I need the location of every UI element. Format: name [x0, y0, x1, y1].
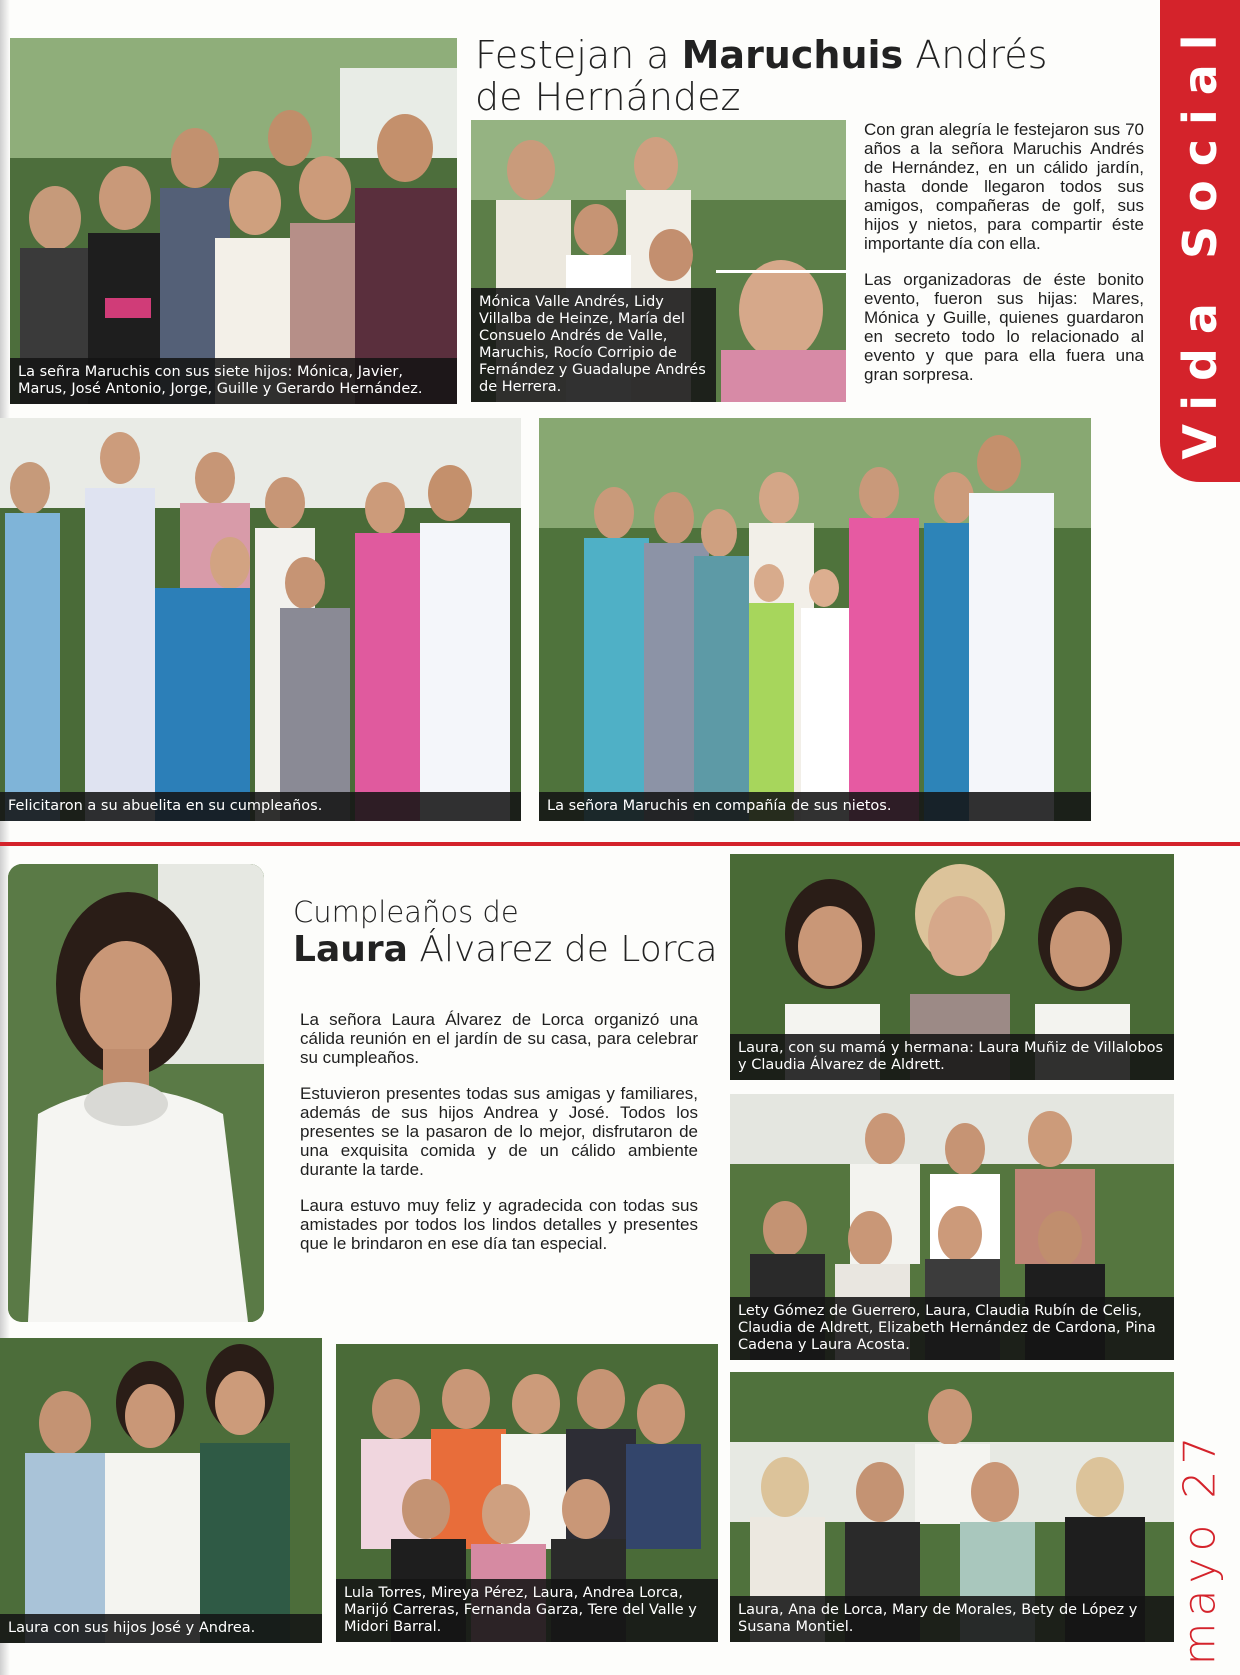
photo-laura-children: [0, 1338, 322, 1643]
photo-family-group-scene: [10, 38, 457, 404]
article2-title: [293, 895, 718, 971]
article1-title-pre: Festejan a: [475, 33, 682, 77]
article1-body: [864, 120, 1144, 401]
article2-paragraph-3: Laura estuvo muy feliz y agradecida con todas sus amistades por todos los lindos detalles y presentes que le brindaron en ese día tan especial.: [300, 1196, 698, 1253]
article2-title-post: Álvarez de Lorca: [407, 929, 718, 970]
article2-paragraph-1: La señora Laura Álvarez de Lorca organizó una cálida reunión en el jardín de su casa, para celebrar su cumpleaños.: [300, 1010, 698, 1067]
article2-paragraph-2: Estuvieron presentes todas sus amigas y familiares, además de sus hijos Andrea y José. Todos los presentes se la pasaron de lo mejor, disfrutaron de una exquisita comida y de un cálido ambiente durante la tarde.: [300, 1084, 698, 1179]
caption-with-grandchildren: La señora Maruchis en compañía de sus nietos.: [539, 792, 1091, 821]
caption-friends-group-2: Lula Torres, Mireya Pérez, Laura, Andrea Lorca, Marijó Carreras, Fernanda Garza, Tere del Valle y Midori Barral.: [336, 1579, 718, 1642]
article1-paragraph-2: Las organizadoras de éste bonito evento, fueron sus hijas: Mares, Mónica y Guille, quienes guardaron en secreto todo lo relacionado al evento y que para ella fuera una gran sorpresa.: [864, 270, 1144, 384]
photo-laura-mother-sister: [730, 854, 1174, 1080]
caption-friends-group-3: Laura, Ana de Lorca, Mary de Morales, Bety de López y Susana Montiel.: [730, 1596, 1174, 1642]
photo-friends-group-3: [730, 1372, 1174, 1642]
section-tab-label: Vida Social: [1173, 20, 1227, 460]
photo-with-grandchildren: [539, 418, 1091, 821]
section-divider: [0, 842, 1240, 846]
photo-family-group: [10, 38, 457, 404]
photo-laura-children-scene: [0, 1338, 322, 1643]
article2-title-line1: Cumpleaños de: [293, 895, 519, 929]
article1-title: [475, 34, 1047, 118]
photo-friends-group-2: [336, 1344, 718, 1642]
photo-with-grandchildren-scene: [539, 418, 1091, 821]
photo-grandchildren-congratulate-scene: [0, 418, 521, 821]
issue-label: mayo 27: [1174, 1430, 1226, 1666]
photo-friends-group-1: [730, 1094, 1174, 1360]
caption-family-group: La señra Maruchis con sus siete hijos: Mónica, Javier, Marus, José Antonio, Jorge, Guille y Gerardo Hernández.: [10, 358, 457, 404]
photo-grandchildren-congratulate: [0, 418, 521, 821]
article1-paragraph-1: Con gran alegría le festejaron sus 70 años a la señora Maruchis Andrés de Hernández, en un cálido jardín, hasta donde llegaron todos sus amigos, compañeras de golf, sus hijos y nietos, para compartir éste importante día con ella.: [864, 120, 1144, 253]
photo-women-group: [471, 120, 846, 402]
caption-women-group: Mónica Valle Andrés, Lidy Villalba de Heinze, María del Consuelo Andrés de Valle, Maruchis, Rocío Corripio de Fernández y Guadalupe Andrés de Herrera.: [471, 288, 716, 402]
caption-laura-mother-sister: Laura, con su mamá y hermana: Laura Muñiz de Villalobos y Claudia Álvarez de Aldrett.: [730, 1034, 1174, 1080]
article2-body: [300, 1010, 698, 1270]
article1-title-bold: Maruchuis: [681, 33, 904, 77]
photo-laura-portrait-scene: [8, 864, 264, 1322]
caption-friends-group-1: Lety Gómez de Guerrero, Laura, Claudia Rubín de Celis, Claudia de Aldrett, Elizabeth Hernández de Cardona, Pina Cadena y Laura Acosta.: [730, 1297, 1174, 1360]
article1-title-post: Andrés: [903, 33, 1048, 77]
photo-laura-portrait: [8, 864, 264, 1322]
article1-title-line2: de Hernández: [475, 75, 741, 119]
caption-laura-children: Laura con sus hijos José y Andrea.: [0, 1614, 322, 1643]
caption-grandchildren-congratulate: Felicitaron a su abuelita en su cumpleaños.: [0, 792, 521, 821]
article2-title-bold: Laura: [293, 929, 408, 970]
